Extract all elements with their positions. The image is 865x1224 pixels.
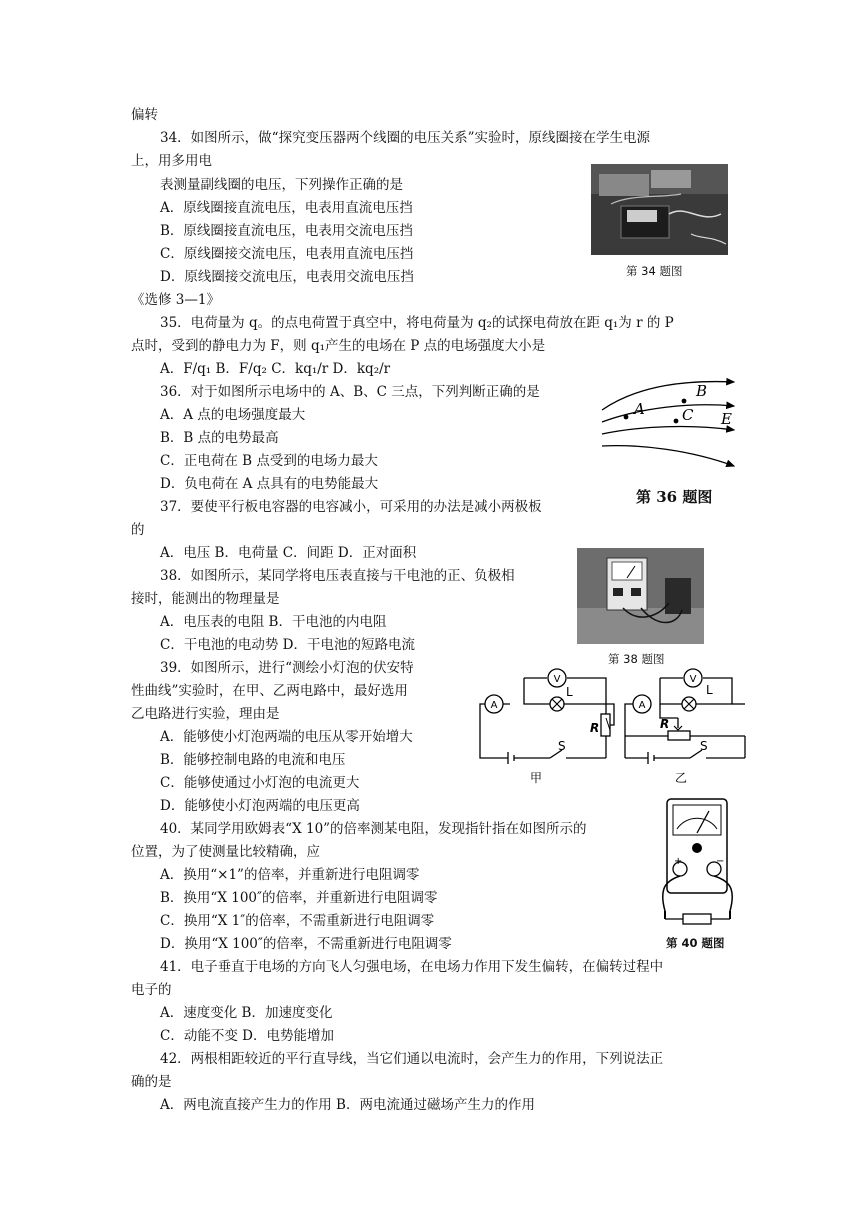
- question-42-options-ab: A．两电流直接产生力的作用 B．两电流通过磁场产生力的作用: [160, 1097, 535, 1113]
- question-35-options: A．F/q₁ B．F/q₂ C．kq₁/r D．kq₂/r: [160, 361, 391, 377]
- question-34-option-d: D．原线圈接交流电压，电表用交流电压挡: [160, 269, 414, 285]
- voltmeter-v-label: V: [553, 674, 561, 685]
- question-39-stem: 39．如图所示，进行“测绘小灯泡的伏安特: [160, 660, 414, 676]
- question-38-options-ab: A．电压表的电阻 B．干电池的内电阻: [160, 614, 387, 630]
- resistor-r-label-yi: R: [660, 717, 670, 731]
- question-41-options-cd: C．动能不变 D．电势能增加: [160, 1028, 334, 1044]
- figure-40-caption: 第 40 题图: [666, 936, 725, 950]
- svg-text:−: −: [716, 856, 725, 867]
- question-37-options: A．电压 B．电荷量 C．间距 D．正对面积: [160, 545, 417, 561]
- question-40-option-a: A．换用“×1”的倍率，并重新进行电阻调零: [160, 867, 420, 883]
- question-39-stem-3: 乙电路进行实验，理由是: [131, 706, 280, 722]
- question-37-stem: 37．要使平行板电容器的电容减小，可采用的办法是减小两极板: [160, 499, 542, 515]
- question-40-option-b: B．换用“X 100″的倍率，并重新进行电阻调零: [160, 890, 438, 906]
- resistor-r-label: R: [590, 721, 600, 735]
- question-34-stem: 34．如图所示，做“探究变压器两个线圈的电压关系”实验时，原线圈接在学生电源: [160, 130, 650, 146]
- figure-39-circuits: [470, 658, 750, 788]
- figure-34-caption: 第 34 题图: [626, 264, 683, 278]
- svg-text:+: +: [674, 856, 683, 867]
- question-39-option-b: B．能够控制电路的电流和电压: [160, 752, 346, 768]
- lamp-l-label: L: [566, 685, 573, 699]
- question-36-option-d: D．负电荷在 A 点具有的电势能最大: [160, 476, 379, 492]
- question-42-stem: 42．两根相距较近的平行直导线，当它们通以电流时，会产生力的作用，下列说法正: [160, 1051, 664, 1067]
- figure-36-field-lines: [600, 372, 740, 472]
- question-40-option-d: D．换用“X 100″的倍率，不需重新进行电阻调零: [160, 936, 452, 952]
- figure-34-photo: [591, 164, 728, 255]
- question-38-stem: 38．如图所示，某同学将电压表直接与干电池的正、负极相: [160, 568, 515, 584]
- question-34-option-b: B．原线圈接直流电压，电表用交流电压挡: [160, 223, 413, 239]
- question-38-options-cd: C．干电池的电动势 D．干电池的短路电流: [160, 637, 415, 653]
- section-heading: 《选修 3—1》: [131, 292, 220, 308]
- circuit-jia-label: 甲: [530, 771, 543, 785]
- question-39-stem-2: 性曲线”实验时，在甲、乙两电路中，最好选用: [131, 683, 408, 699]
- voltmeter-v-label-yi: V: [689, 674, 697, 685]
- figure-38-photo: [577, 548, 704, 644]
- question-36-option-c: C．正电荷在 B 点受到的电场力最大: [160, 453, 378, 469]
- text-line: 偏转: [131, 107, 158, 123]
- figure-36-caption: 第 36 题图: [636, 488, 713, 506]
- circuit-yi-label: 乙: [675, 771, 688, 785]
- question-40-stem: 40．某同学用欧姆表“X 10”的倍率测某电阻，发现指针指在如图所示的: [160, 821, 587, 837]
- question-37-stem-2: 的: [131, 522, 145, 538]
- question-35-stem: 35．电荷量为 q。的点电荷置于真空中，将电荷量为 q₂的试探电荷放在距 q₁为 r 的 P: [160, 315, 674, 331]
- question-36-option-a: A．A 点的电场强度最大: [160, 407, 306, 423]
- figure-38-caption: 第 38 题图: [608, 652, 665, 666]
- figure-40-multimeter: [655, 793, 740, 930]
- point-a-label: A: [634, 400, 645, 418]
- question-40-option-c: C．换用“X 1″的倍率，不需重新进行电阻调零: [160, 913, 435, 929]
- switch-s-label-yi: S: [700, 739, 708, 753]
- ammeter-a-label-yi: A: [638, 700, 646, 711]
- question-39-option-d: D．能够使小灯泡两端的电压更高: [160, 798, 360, 814]
- question-34-option-a: A．原线圈接直流电压，电表用直流电压挡: [160, 200, 413, 216]
- question-34-stem-2: 上，用多用电: [131, 153, 212, 169]
- lamp-l-label-yi: L: [706, 683, 713, 697]
- question-36-option-b: B．B 点的电势最高: [160, 430, 279, 446]
- question-34-option-c: C．原线圈接交流电压，电表用直流电压挡: [160, 246, 414, 262]
- ammeter-a-label: A: [490, 700, 498, 711]
- circuit-yi: [625, 678, 745, 764]
- question-38-stem-2: 接时，能测出的物理量是: [131, 591, 280, 607]
- question-34-stem-3: 表测量副线圈的电压，下列操作正确的是: [160, 177, 403, 193]
- question-42-stem-2: 确的是: [131, 1074, 172, 1090]
- point-b-label: B: [696, 382, 708, 400]
- question-40-stem-2: 位置，为了使测量比较精确，应: [131, 844, 320, 860]
- question-39-option-c: C．能够使通过小灯泡的电流更大: [160, 775, 360, 791]
- question-41-stem-2: 电子的: [131, 982, 172, 998]
- question-41-options-ab: A．速度变化 B．加速度变化: [160, 1005, 333, 1021]
- switch-s-label: S: [558, 739, 566, 753]
- point-c-label: C: [682, 406, 694, 424]
- question-39-option-a: A．能够使小灯泡两端的电压从零开始增大: [160, 729, 413, 745]
- question-41-stem: 41．电子垂直于电场的方向飞人匀强电场，在电场力作用下发生偏转，在偏转过程中: [160, 959, 664, 975]
- question-35-stem-2: 点时，受到的静电力为 F，则 q₁产生的电场在 P 点的电场强度大小是: [131, 338, 546, 354]
- question-36-stem: 36．对于如图所示电场中的 A、B、C 三点，下列判断正确的是: [160, 384, 540, 400]
- field-e-label: E: [721, 410, 732, 428]
